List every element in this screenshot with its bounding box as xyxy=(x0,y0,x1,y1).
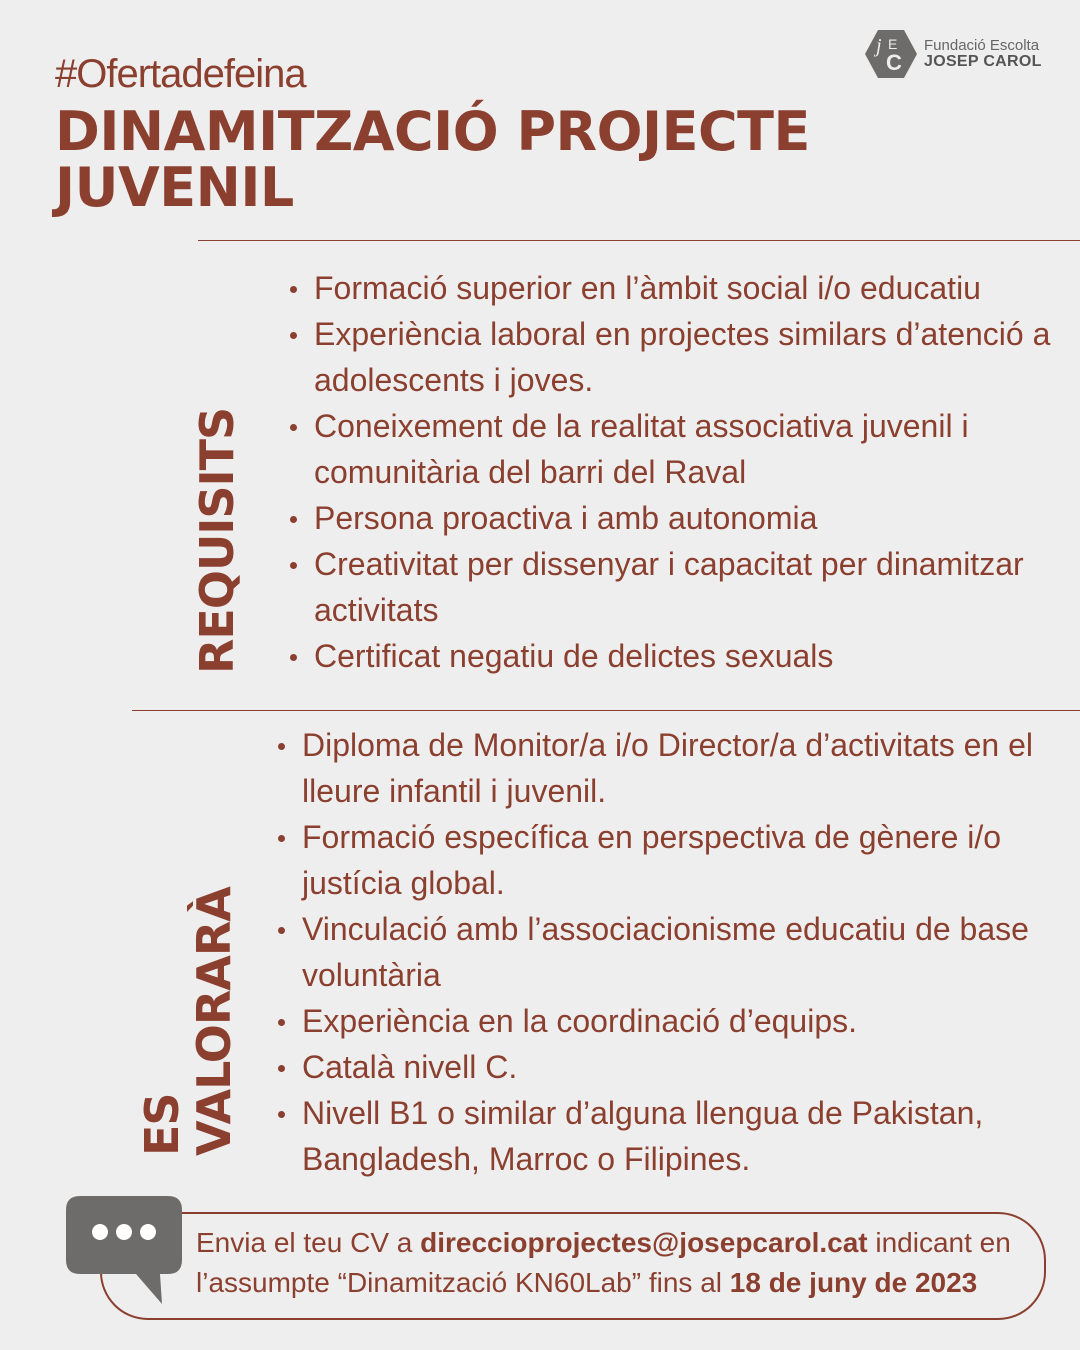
logo-line-2: JOSEP CAROL xyxy=(924,53,1042,70)
page-title: DINAMITZACIÓ PROJECTE JUVENIL xyxy=(55,100,810,219)
hashtag: #Ofertadefeina xyxy=(55,52,306,96)
section-label-requisits: REQUISITS xyxy=(190,407,244,674)
jec-logo-icon xyxy=(864,28,918,80)
contact-deadline: 18 de juny de 2023 xyxy=(729,1267,978,1298)
chat-bubble-icon xyxy=(66,1194,184,1306)
requisits-list xyxy=(288,265,1068,679)
logo-letter-e: E xyxy=(888,36,898,52)
list-item: Català nivell C. xyxy=(276,1044,1066,1090)
logo-letter-c: C xyxy=(886,50,902,75)
contact-middle: indicant en l’assumpte “Dinamització KN60Lab” fins al xyxy=(196,1227,1011,1298)
divider-middle xyxy=(132,710,1080,711)
list-item: Coneixement de la realitat associativa juvenil i comunitària del barri del Raval xyxy=(288,403,1068,495)
section-label-valorara-line1: ES xyxy=(135,1093,189,1156)
logo-line-1: Fundació Escolta xyxy=(924,37,1040,54)
valorara-list xyxy=(276,722,1066,1182)
list-item: Certificat negatiu de delictes sexuals xyxy=(288,633,1068,679)
divider-top xyxy=(198,240,1080,241)
list-item: Vinculació amb l’associacionisme educatiu de base voluntària xyxy=(276,906,1066,998)
list-item: Creativitat per dissenyar i capacitat per dinamitzar activitats xyxy=(288,541,1068,633)
list-item: Formació superior en l’àmbit social i/o educatiu xyxy=(288,265,1068,311)
contact-email-link[interactable]: direccioprojectes@josepcarol.cat xyxy=(420,1227,868,1258)
logo-letter-j: j xyxy=(876,35,882,57)
contact-prefix: Envia el teu CV a xyxy=(196,1227,421,1258)
list-item: Diploma de Monitor/a i/o Director/a d’activitats en el lleure infantil i juvenil. xyxy=(276,722,1066,814)
list-item: Nivell B1 o similar d’alguna llengua de Pakistan, Bangladesh, Marroc o Filipines. xyxy=(276,1090,1066,1182)
section-label-valorara xyxy=(136,887,240,1156)
foundation-logo xyxy=(864,28,1054,80)
list-item: Experiència en la coordinació d’equips. xyxy=(276,998,1066,1044)
list-item: Persona proactiva i amb autonomia xyxy=(288,495,1068,541)
contact-text xyxy=(196,1223,1036,1303)
list-item: Formació específica en perspectiva de gènere i/o justícia global. xyxy=(276,814,1066,906)
section-label-valorara-line2: VALORARÀ xyxy=(187,887,241,1156)
list-item: Experiència laboral en projectes similars d’atenció a adolescents i joves. xyxy=(288,311,1068,403)
